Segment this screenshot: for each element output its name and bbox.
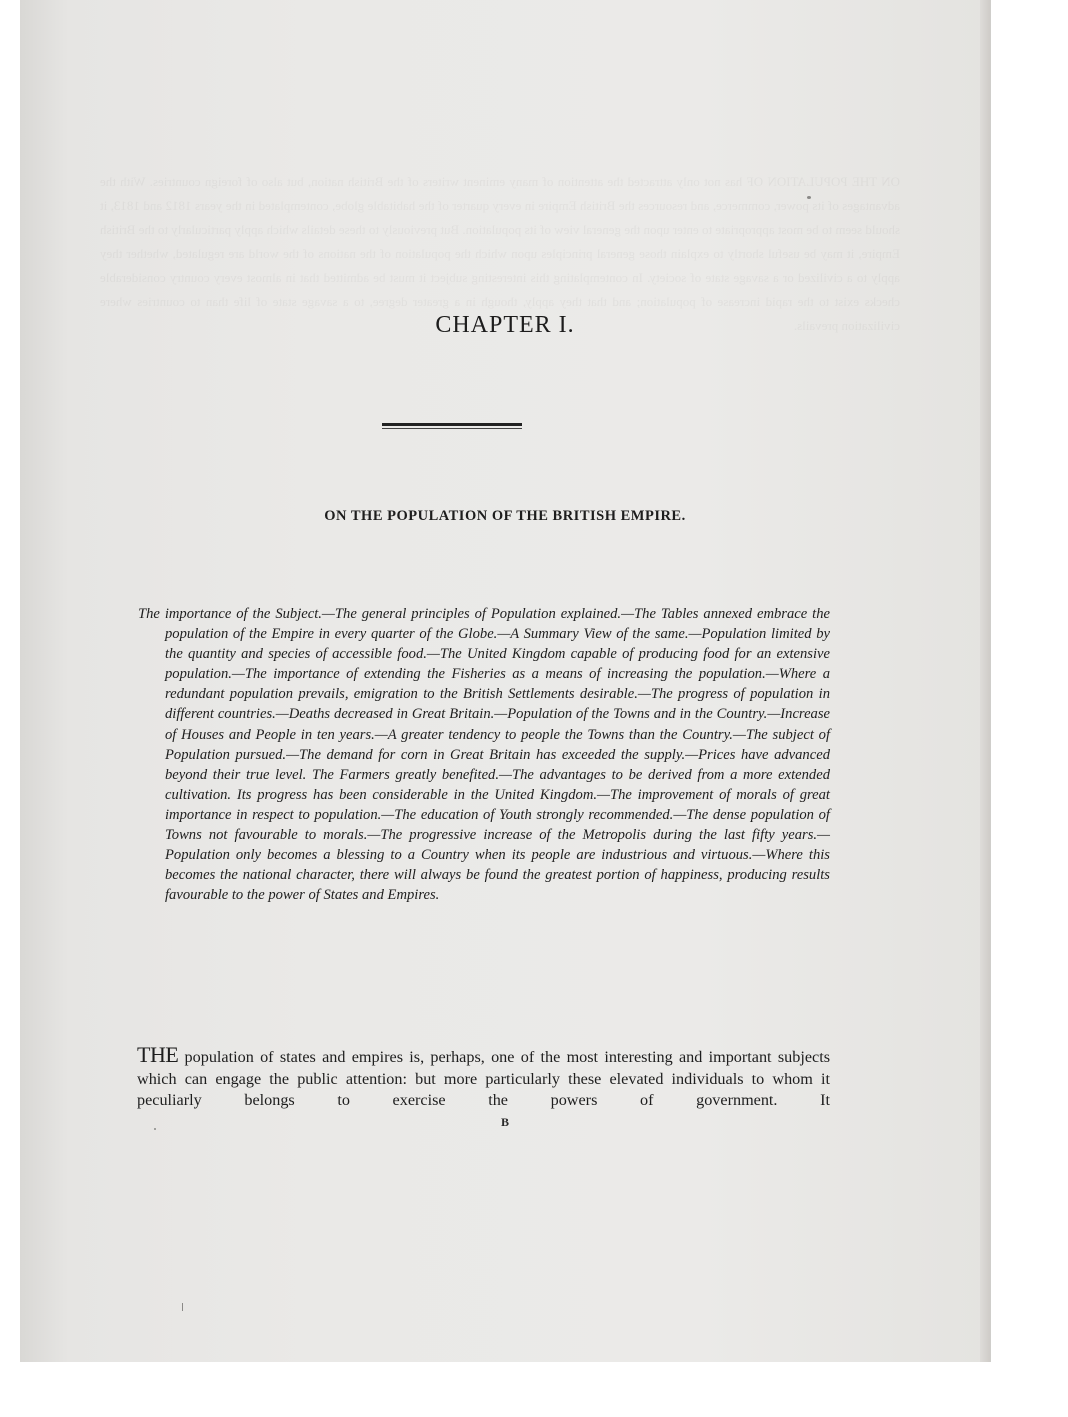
- book-page: [20, 0, 991, 1362]
- chapter-rule: [382, 423, 522, 431]
- page-edge-shadow: [980, 0, 990, 1362]
- chapter-synopsis: The importance of the Subject.—The general principles of Population explained.—The Tables annexed embrace the population of the Empire in every quarter of the Globe.—A Summary View of the same.—Population limited by the quantity and species of accessible food.—The United Kingdom capable of producing food for an extensive population.—The importance of extending the Fisheries as a means of increasing the population.—Where a redundant population prevails, emigration to the British Settlements desirable.—The progress of population in different countries.—Deaths decreased in Great Britain.—Population of the Towns and in the Country.—Increase of Houses and People in ten years.—A greater tendency to people the Towns than the Country.—The subject of Population pursued.—The demand for corn in Great Britain has exceeded the supply.—Prices have advanced beyond their true level. The Farmers greatly benefited.—The advantages to be derived from a more extended cultivation. Its progress has been considerable in the United Kingdom.—The improvement of morals of great importance in respect to population.—The education of Youth strongly recommended.—The dense population of Towns not favourable to morals.—The progressive increase of the Metropolis during the last fifty years.—Population only becomes a blessing to a Country when its people are industrious and virtuous.—Where this becomes the national character, there will always be found the greatest portion of happiness, producing results favourable to the power of States and Empires.: [138, 606, 830, 904]
- chapter-heading: CHAPTER I.: [435, 312, 575, 338]
- body-paragraph: [137, 1044, 830, 1112]
- bleed-through-text: ON THE POPULATION OF has not only attracted the attention of many eminent writers of the British nation, but also of foreign countries. With the advantages of its power, commerce, and resources the British Empire in every quarter of the habitable globe, contemplated in the years 1812 and 1813, it should seem to be most appropriate to enter upon the general view of its population. But previously to these details which apply particularly to the British Empire, it may be useful shortly to explain those general principles upon which the population of the nations of the world are regulated, whether they apply to a civilized or a savage state of society. In contemplating this interesting subject it must be admitted that in almost every country considerable checks exist to the rapid increase of population; and that they apply, though in a greater degree, to a savage state of life than to countries where civilization prevails.: [100, 174, 900, 333]
- body-paragraph-text: population of states and empires is, perhaps, one of the most interesting and important subjects which can engage the public attention: but more particularly these elevated individuals to whom it peculiarly belongs to exercise the powers of government. It: [137, 1048, 830, 1109]
- paper-speck: [807, 196, 811, 199]
- drop-lead-word: THE: [137, 1042, 179, 1067]
- paper-speck: [182, 1303, 183, 1311]
- paper-speck: [154, 1128, 156, 1130]
- rule-thick-line: [382, 423, 522, 426]
- signature-mark: B: [500, 1115, 509, 1129]
- section-title: ON THE POPULATION OF THE BRITISH EMPIRE.: [324, 508, 686, 524]
- rule-thin-line: [382, 428, 522, 429]
